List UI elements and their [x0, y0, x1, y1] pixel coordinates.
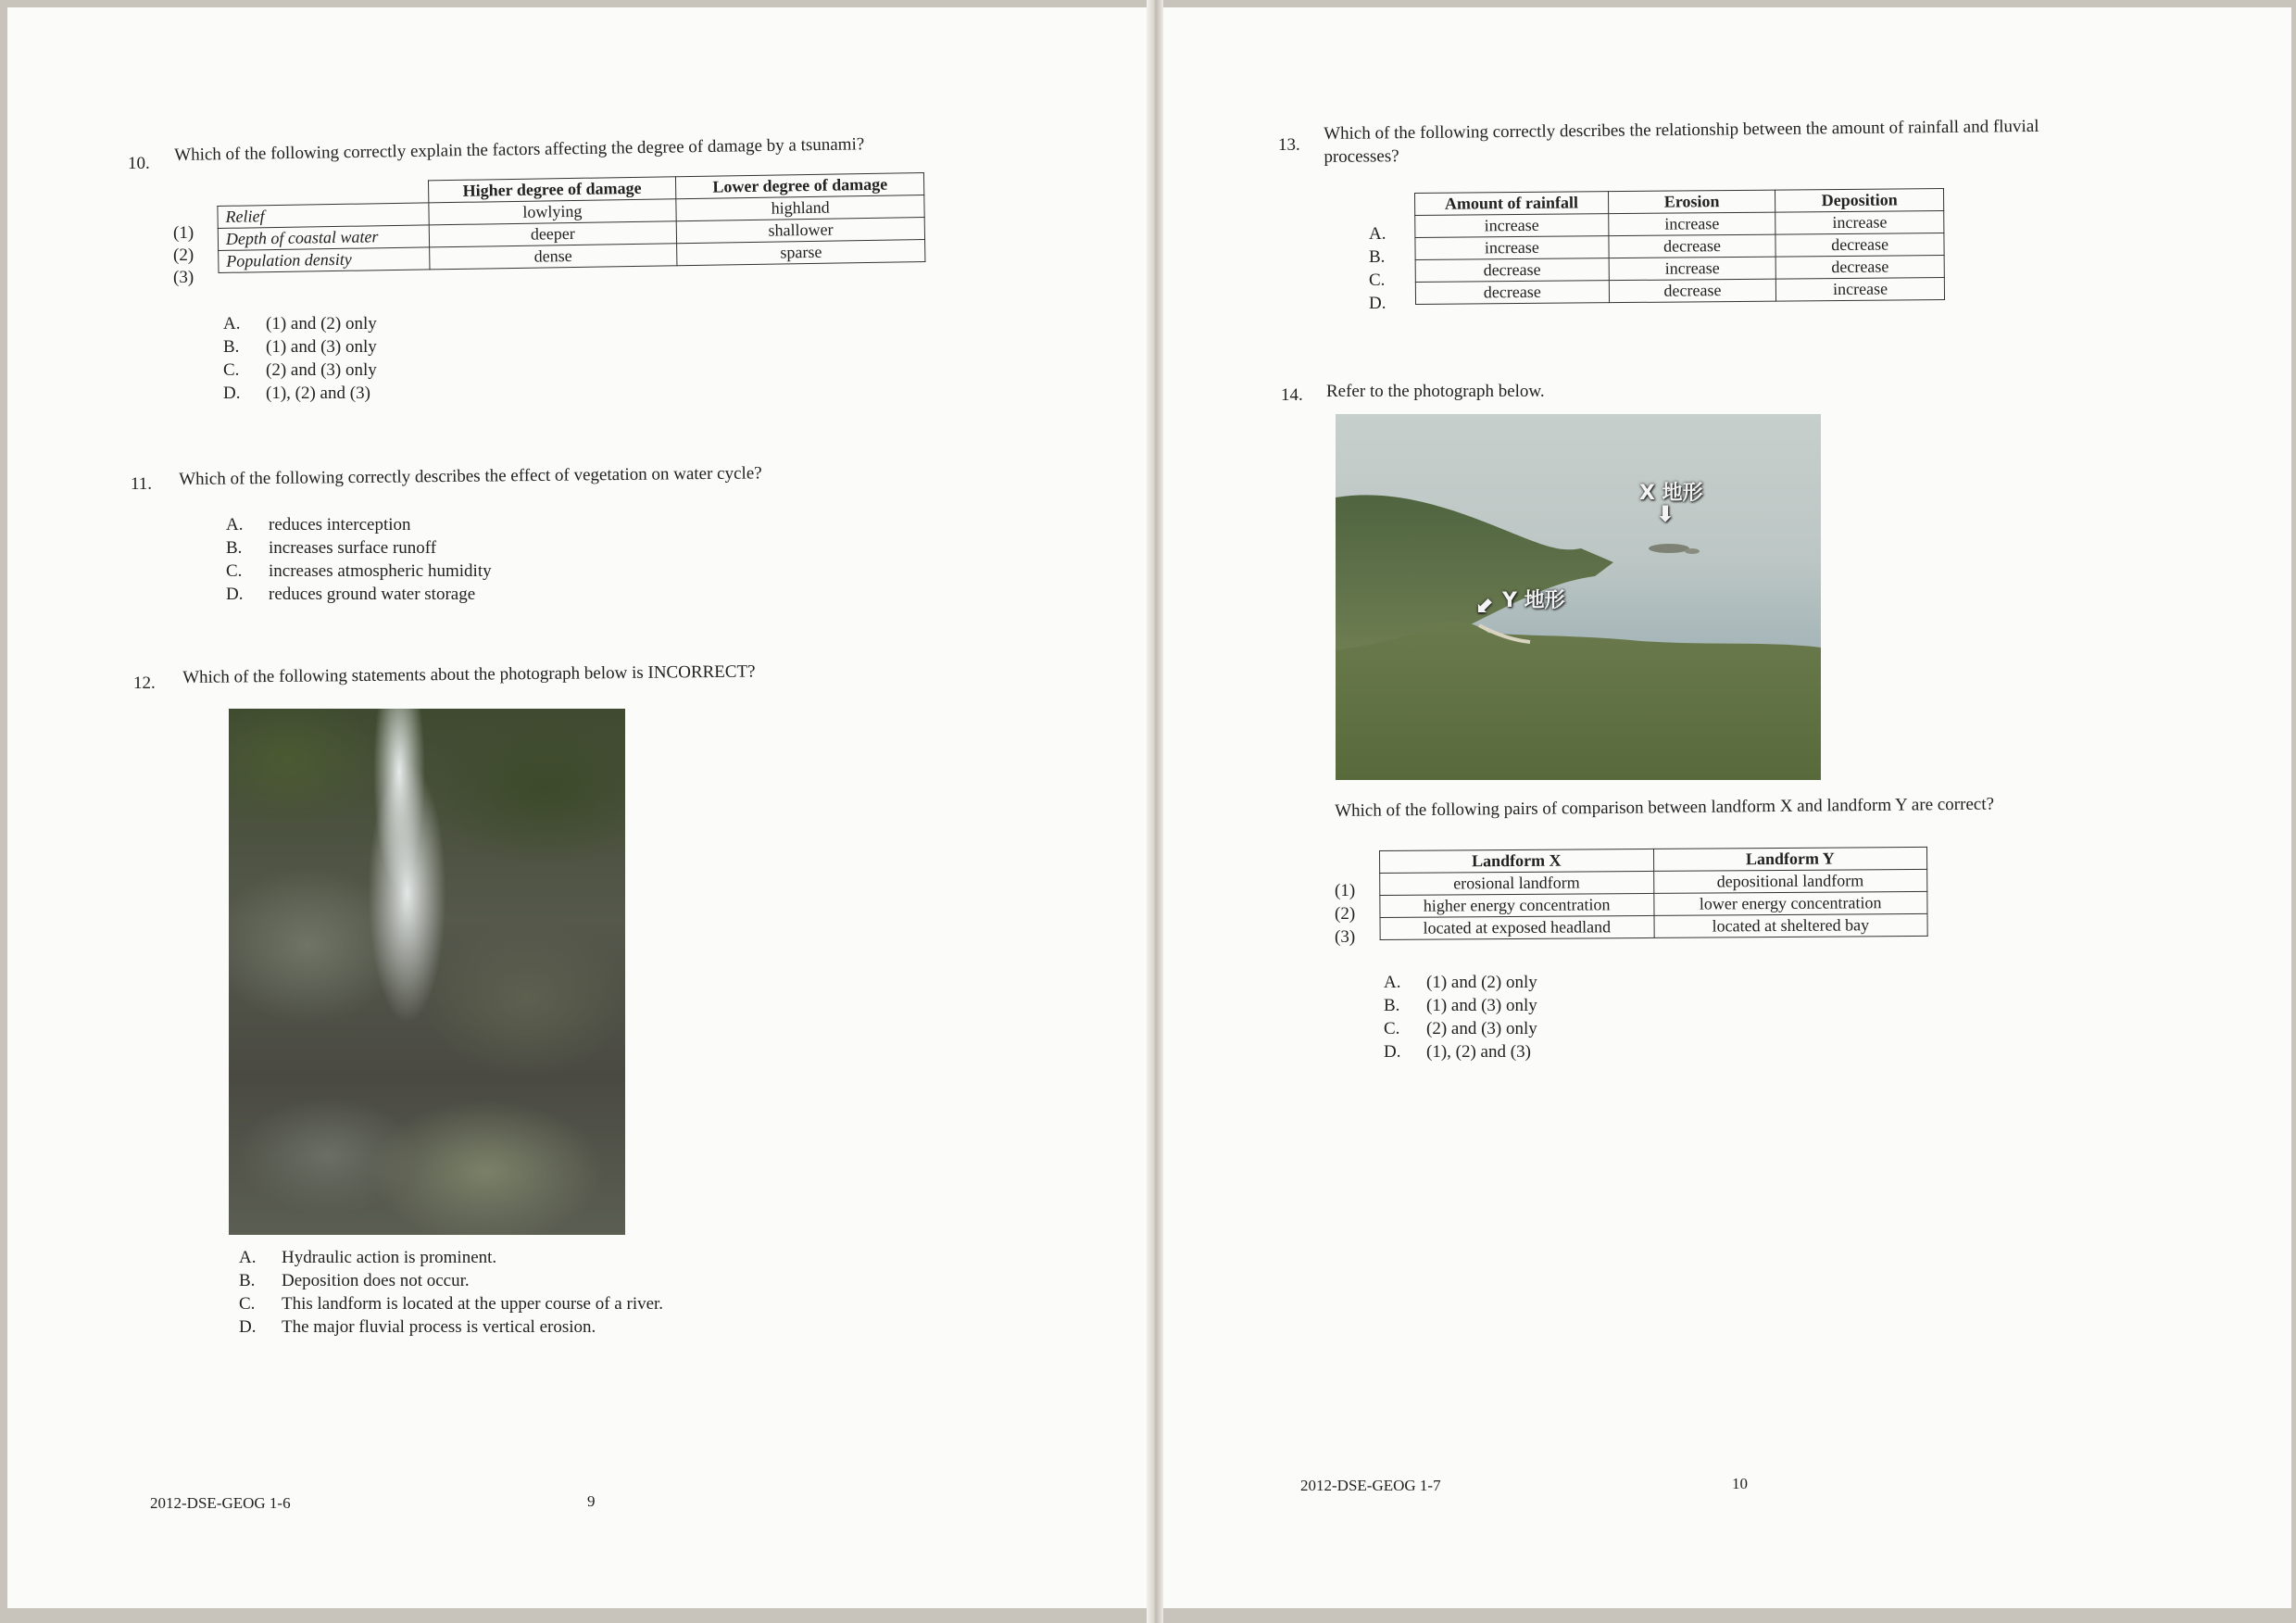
waterfall-photo — [229, 709, 625, 1235]
q14-text: Refer to the photograph below. — [1326, 382, 1545, 401]
q11-option-d-letter: D. — [226, 585, 244, 604]
q10-row-label-3: (3) — [173, 268, 194, 287]
q10-higher-3: dense — [429, 244, 677, 270]
q13-row-label-b: B. — [1369, 247, 1386, 267]
q13-deposition-a: increase — [1775, 211, 1944, 235]
q12-text: Which of the following statements about the photograph below is INCORRECT? — [182, 661, 756, 687]
landform-y-label: Y 地形 — [1502, 589, 1565, 612]
q14-x-1: erosional landform — [1380, 871, 1654, 895]
q11-option-b-text: increases surface runoff — [269, 538, 437, 558]
q14-option-b-letter: B. — [1384, 996, 1400, 1015]
q14-row-label-2: (2) — [1335, 904, 1356, 924]
q10-header-lower: Lower degree of damage — [676, 173, 924, 199]
q11-option-d[interactable] — [226, 583, 475, 606]
q13-deposition-d: increase — [1776, 278, 1945, 302]
q11-text: Which of the following correctly describes the effect of vegetation on water cycle? — [179, 463, 762, 489]
q10-factor-2: Depth of coastal water — [218, 225, 429, 251]
q13-row-label-a: A. — [1369, 224, 1386, 244]
q13-erosion-a: increase — [1608, 212, 1775, 236]
q14-option-a[interactable] — [1384, 971, 1537, 994]
q11-option-a[interactable] — [226, 513, 411, 536]
q13-number: 13. — [1278, 135, 1300, 155]
left-footer-code: 2012-DSE-GEOG 1-6 — [150, 1494, 291, 1512]
q12-option-b-letter: B. — [239, 1271, 256, 1290]
q13-rain-d: decrease — [1415, 281, 1609, 305]
q10-lower-1: highland — [676, 195, 924, 221]
q11-option-a-text: reduces interception — [269, 515, 411, 535]
q10-option-b-letter: B. — [223, 337, 240, 357]
q13-erosion-d: decrease — [1609, 279, 1776, 303]
q14-y-1: depositional landform — [1653, 869, 1927, 893]
q10-higher-1: lowlying — [428, 199, 676, 225]
right-page-number: 10 — [1732, 1475, 1748, 1492]
q13-header-rain: Amount of rainfall — [1415, 192, 1609, 216]
q14-option-c[interactable] — [1384, 1017, 1537, 1040]
q10-option-d-letter: D. — [223, 384, 241, 403]
right-footer-code: 2012-DSE-GEOG 1-7 — [1300, 1477, 1441, 1494]
q11-option-c-text: increases atmospheric humidity — [269, 561, 492, 581]
q14-x-3: located at exposed headland — [1380, 915, 1654, 939]
q13-text — [1324, 115, 2039, 169]
q10-lower-3: sparse — [677, 239, 925, 265]
q14-option-b-text: (1) and (3) only — [1426, 996, 1537, 1015]
q12-option-d-letter: D. — [239, 1317, 257, 1337]
q12-option-b[interactable] — [239, 1269, 470, 1292]
q13-text-line2: processes? — [1324, 146, 1399, 167]
q13-text-line1: Which of the following correctly describes the relationship between the amount of rainfall and fluvial — [1324, 116, 2039, 144]
q13-deposition-b: decrease — [1775, 233, 1944, 258]
q14-option-a-text: (1) and (2) only — [1426, 973, 1537, 992]
q12-option-b-text: Deposition does not occur. — [282, 1271, 470, 1290]
q10-table — [217, 172, 925, 273]
q14-option-d[interactable] — [1384, 1040, 1531, 1063]
table-row — [1380, 891, 1927, 917]
q12-option-c-letter: C. — [239, 1294, 256, 1314]
q12-option-a-text: Hydraulic action is prominent. — [282, 1248, 497, 1267]
table-row — [1415, 278, 1944, 305]
q13-row-label-c: C. — [1369, 270, 1386, 290]
arrow-down-icon: ⬇ — [1656, 501, 1675, 527]
q14-option-b[interactable] — [1384, 994, 1537, 1017]
q13-header-erosion: Erosion — [1608, 190, 1775, 214]
q13-header-deposition: Deposition — [1775, 189, 1944, 213]
q12-option-d[interactable] — [239, 1315, 596, 1339]
q10-higher-2: deeper — [429, 221, 677, 247]
q10-row-label-1: (1) — [173, 223, 194, 243]
q13-table — [1414, 188, 1945, 305]
q12-number: 12. — [133, 673, 156, 693]
q10-factor-3: Population density — [219, 247, 430, 273]
q11-option-c-letter: C. — [226, 561, 243, 581]
q13-rain-b: increase — [1415, 236, 1609, 260]
q11-option-b[interactable] — [226, 536, 436, 560]
q14-number: 14. — [1281, 385, 1303, 405]
q14-row-label-3: (3) — [1335, 927, 1356, 947]
coastal-landform-photo — [1336, 414, 1821, 780]
q13-rain-a: increase — [1415, 214, 1609, 238]
arrow-down-left-icon: ⬇ — [1468, 590, 1500, 623]
q14-row-label-1: (1) — [1335, 881, 1356, 900]
q10-option-d-text: (1), (2) and (3) — [266, 384, 370, 403]
q14-option-d-text: (1), (2) and (3) — [1426, 1042, 1531, 1062]
q10-option-b-text: (1) and (3) only — [266, 337, 377, 357]
q10-number: 10. — [128, 154, 150, 173]
q12-option-a-letter: A. — [239, 1248, 257, 1267]
q10-table-blank-header — [218, 181, 429, 207]
q10-option-c-text: (2) and (3) only — [266, 360, 377, 380]
q10-option-c[interactable] — [223, 359, 377, 382]
q14-option-c-text: (2) and (3) only — [1426, 1019, 1537, 1038]
q12-option-d-text: The major fluvial process is vertical erosion. — [282, 1317, 596, 1337]
q13-row-label-d: D. — [1369, 294, 1386, 313]
q10-row-label-2: (2) — [173, 245, 194, 265]
q11-option-a-letter: A. — [226, 515, 244, 535]
q12-option-a[interactable] — [239, 1246, 496, 1269]
q11-option-c[interactable] — [226, 560, 492, 583]
q13-rain-c: decrease — [1415, 258, 1609, 283]
table-row — [1380, 869, 1927, 895]
q14-table — [1379, 847, 1928, 940]
q11-option-b-letter: B. — [226, 538, 243, 558]
q10-option-a[interactable] — [223, 312, 377, 335]
q11-number: 11. — [131, 474, 153, 494]
q12-option-c[interactable] — [239, 1292, 663, 1315]
q14-x-2: higher energy concentration — [1380, 893, 1654, 917]
q14-question: Which of the following pairs of comparison between landform X and landform Y are correct? — [1335, 794, 1995, 821]
q14-option-c-letter: C. — [1384, 1019, 1400, 1038]
q14-header-y: Landform Y — [1653, 847, 1927, 871]
q13-erosion-b: decrease — [1609, 234, 1776, 258]
q10-factor-1: Relief — [218, 203, 429, 229]
q14-y-2: lower energy concentration — [1653, 891, 1927, 915]
q12-option-c-text: This landform is located at the upper course of a river. — [282, 1294, 664, 1314]
book-spine — [1147, 0, 1163, 1623]
q10-option-b[interactable] — [223, 335, 377, 359]
q10-text: Which of the following correctly explain the factors affecting the degree of damage by a tsunami? — [174, 134, 865, 165]
left-page-number: 9 — [587, 1492, 596, 1510]
q13-deposition-c: decrease — [1775, 256, 1944, 280]
q14-y-3: located at sheltered bay — [1653, 913, 1927, 937]
q13-erosion-c: increase — [1609, 257, 1776, 281]
q10-lower-2: shallower — [676, 218, 924, 244]
q10-header-higher: Higher degree of damage — [428, 177, 676, 203]
q11-option-d-text: reduces ground water storage — [269, 585, 476, 604]
q14-option-a-letter: A. — [1384, 973, 1401, 992]
landform-x-label: X 地形 — [1639, 482, 1703, 505]
q10-option-a-letter: A. — [223, 314, 241, 333]
q14-option-d-letter: D. — [1384, 1042, 1401, 1062]
coastal-landscape-drawing — [1336, 414, 1821, 780]
q14-header-x: Landform X — [1380, 849, 1654, 873]
q10-option-d[interactable] — [223, 382, 370, 405]
q10-option-a-text: (1) and (2) only — [266, 314, 377, 333]
q10-option-c-letter: C. — [223, 360, 240, 380]
table-row — [1380, 913, 1927, 939]
